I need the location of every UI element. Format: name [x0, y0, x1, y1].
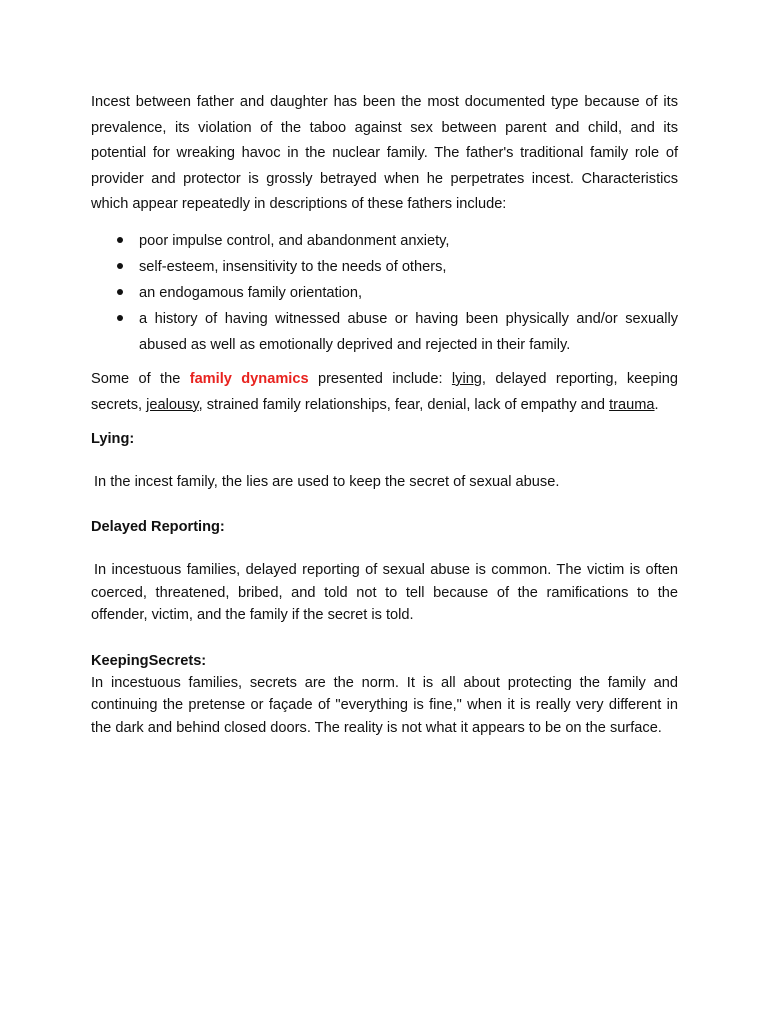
jealousy-link[interactable]: jealousy: [146, 396, 199, 413]
dynamics-middle-2: , strained family relationships, fear, denial, lack of empathy and: [198, 396, 610, 413]
dynamics-after-highlight: presented include:: [308, 370, 452, 387]
trauma-link[interactable]: trauma: [609, 396, 655, 413]
lying-heading: Lying:: [91, 431, 135, 448]
intro-paragraph: Incest between father and daughter has been the most documented type because of its prevalence, its violation of the taboo against sex between parent and child, and its potential for wreaking havoc in the nuclear family. The father's traditional family role of provider and protector is grossly betrayed when he perpetrates incest. Characteristics which appear repeatedly in descriptions of these fathers include:: [91, 94, 678, 213]
list-item-text: an endogamous family orientation,: [139, 284, 363, 301]
delayed-reporting-paragraph: In incestuous families, delayed reporting of sexual abuse is common. The victim is often coerced, threatened, bribed, and told not to tell because of the ramifications to the offender, victim, and the family if the secret is told.: [91, 562, 678, 624]
dynamics-middle-1: , delayed reporting, keeping secrets,: [91, 370, 678, 413]
list-item: [91, 280, 678, 306]
bullet-icon: [117, 289, 123, 295]
lying-link[interactable]: lying: [451, 370, 482, 387]
family-dynamics-highlight: family dynamics: [189, 370, 309, 387]
bullet-icon: [117, 315, 123, 321]
family-dynamics-paragraph: [91, 367, 678, 418]
lying-paragraph: In the incest family, the lies are used to keep the secret of sexual abuse.: [94, 474, 560, 491]
list-item-text: self-esteem, insensitivity to the needs of others,: [139, 258, 447, 275]
list-item: [91, 306, 678, 358]
dynamics-suffix: .: [654, 396, 659, 413]
document-page: [91, 90, 678, 739]
keeping-secrets-paragraph: In incestuous families, secrets are the norm. It is all about protecting the family and continuing the pretense or façade of "everything is fine," when it is really very different in the dark and behind closed doors. The reality is not what it appears to be on the surface.: [91, 674, 678, 736]
bullet-icon: [117, 263, 123, 269]
characteristics-list: [91, 228, 678, 358]
delayed-reporting-heading: Delayed Reporting:: [91, 519, 225, 536]
bullet-icon: [117, 237, 123, 243]
list-item-text: a history of having witnessed abuse or having been physically and/or sexually abused as well as emotionally deprived and rejected in their family.: [139, 310, 678, 353]
keeping-secrets-heading: KeepingSecrets:: [91, 652, 207, 669]
list-item: [91, 228, 678, 254]
list-item: [91, 254, 678, 280]
dynamics-prefix: Some of the: [91, 370, 190, 387]
list-item-text: poor impulse control, and abandonment anxiety,: [139, 232, 450, 249]
